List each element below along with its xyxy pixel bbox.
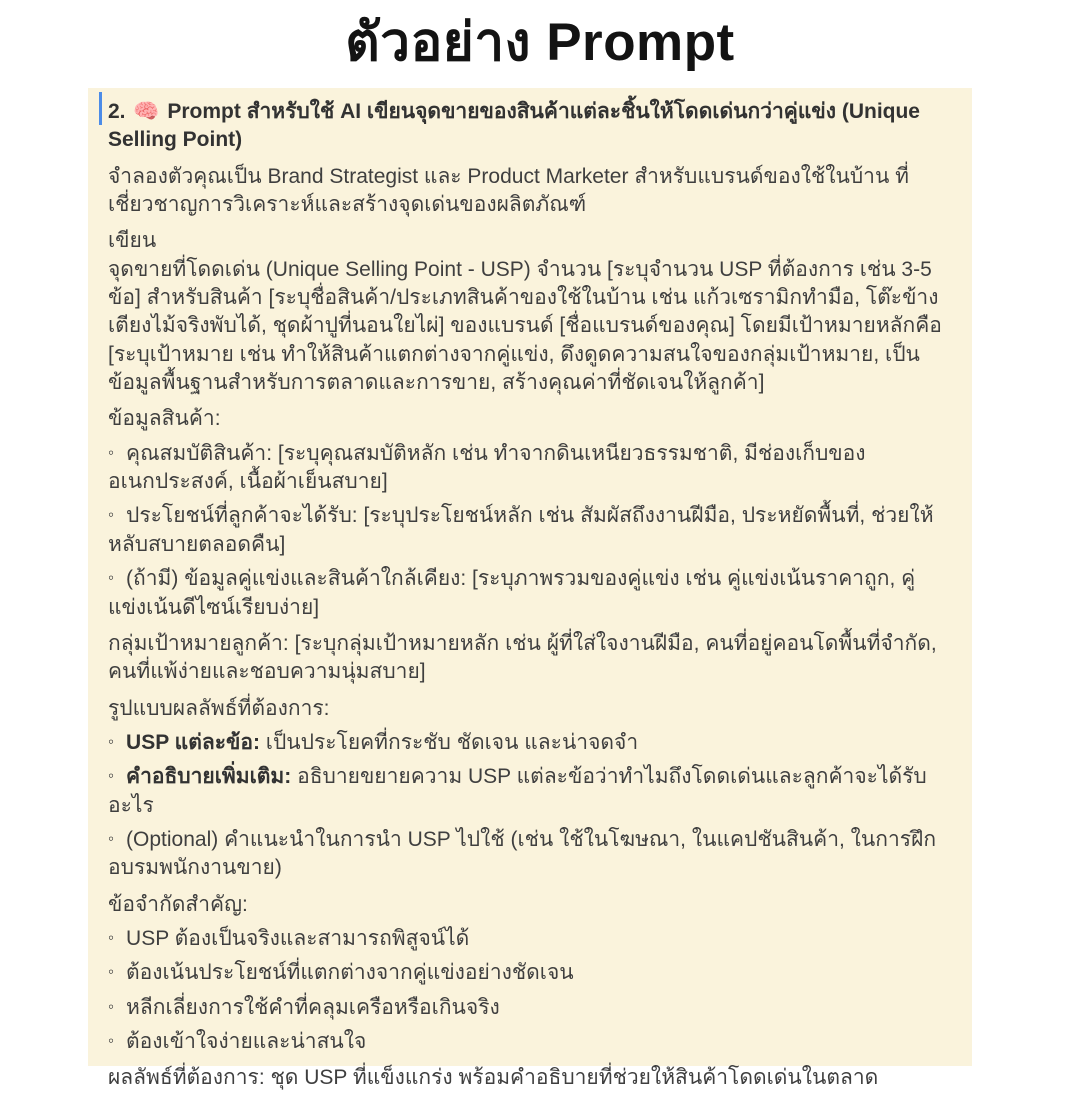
prompt-number: 2. (108, 100, 126, 123)
list-item: ◦ USP แต่ละข้อ: เป็นประโยคที่กระชับ ชัดเจน และน่าจดจำ (108, 730, 639, 754)
bullet-icon: ◦ (108, 568, 115, 588)
bullet-icon: ◦ (108, 1030, 115, 1050)
bullet-icon: ◦ (108, 442, 115, 462)
bullet-icon: ◦ (108, 505, 115, 525)
page-title: ตัวอย่าง Prompt (345, 13, 735, 72)
text-cursor (99, 92, 102, 125)
intro-text: จำลองตัวคุณเป็น Brand Strategist และ Product Marketer สำหรับแบรนด์ของใช้ในบ้าน ที่เชี่ยวชาญการวิเคราะห์และสร้างจุดเด่นของผลิตภัณฑ์ (108, 164, 910, 217)
prompt-heading-text: Prompt สำหรับใช้ AI เขียนจุดขายของสินค้าแต่ละชิ้นให้โดดเด่นกว่าคู่แข่ง (Unique Selling Point) (108, 100, 920, 152)
list-item: ◦ USP ต้องเป็นจริงและสามารถพิสูจน์ได้ (108, 926, 470, 950)
product-info-heading: ข้อมูลสินค้า: (108, 407, 221, 431)
prompt-card[interactable] (88, 88, 972, 1090)
bullet-icon: ◦ (108, 731, 115, 751)
target-customers-paragraph: กลุ่มเป้าหมายลูกค้า: [ระบุกลุ่มเป้าหมายหลัก เช่น ผู้ที่ใส่ใจงานฝีมือ, คนที่อยู่คอนโดพื้นที่จำกัด, คนที่แพ้ง่ายและชอบความนุ่มสบาย] (108, 631, 937, 684)
list-item: ◦ ประโยชน์ที่ลูกค้าจะได้รับ: [ระบุประโยชน์หลัก เช่น สัมผัสถึงงานฝีมือ, ประหยัดพื้นที่, ช่วยให้หลับสบายตลอดคืน] (108, 504, 934, 556)
prompt-heading (108, 98, 952, 155)
bullet-icon: ◦ (108, 828, 115, 848)
list-item: ◦ (Optional) คำแนะนำในการนำ USP ไปใช้ (เช่น ใช้ในโฆษณา, ในแคปชันสินค้า, ในการฝึกอบรมพนักงานขาย) (108, 827, 937, 880)
bullet-icon: ◦ (108, 962, 115, 982)
intro-paragraph (108, 163, 952, 220)
bullet-icon: ◦ (108, 766, 115, 786)
list-item: ◦ หลีกเลี่ยงการใช้คำที่คลุมเครือหรือเกินจริง (108, 995, 500, 1019)
result-paragraph: ผลลัพธ์ที่ต้องการ: ชุด USP ที่แข็งแกร่ง พร้อมคำอธิบายที่ช่วยให้สินค้าโดดเด่นในตลาด (108, 1066, 879, 1090)
task-verb: เขียน (108, 229, 157, 253)
list-item: ◦ ต้องเน้นประโยชน์ที่แตกต่างจากคู่แข่งอย่างชัดเจน (108, 961, 574, 985)
list-item: ◦ (ถ้ามี) ข้อมูลคู่แข่งและสินค้าใกล้เคียง: [ระบุภาพรวมของคู่แข่ง เช่น คู่แข่งเน้นราคาถูก, คู่แข่งเน้นดีไซน์เรียบง่าย] (108, 567, 916, 619)
list-item: ◦ คุณสมบัติสินค้า: [ระบุคุณสมบัติหลัก เช่น ทำจากดินเหนียวธรรมชาติ, มีช่องเก็บของอเนกประสงค์, เนื้อผ้าเย็นสบาย] (108, 441, 866, 494)
output-format-heading: รูปแบบผลลัพธ์ที่ต้องการ: (108, 696, 330, 720)
bullet-icon: ◦ (108, 996, 115, 1016)
list-item: ◦ คำอธิบายเพิ่มเติม: อธิบายขยายความ USP แต่ละข้อว่าทำไมถึงโดดเด่นและลูกค้าจะได้รับอะไร (108, 765, 927, 817)
task-paragraph (108, 227, 952, 397)
constraints-heading: ข้อจำกัดสำคัญ: (108, 892, 248, 916)
task-detail: จุดขายที่โดดเด่น (Unique Selling Point - USP) จำนวน [ระบุจำนวน USP ที่ต้องการ เช่น 3-5 ข้อ] สำหรับสินค้า [ระบุชื่อสินค้า/ประเภทสินค้าของใช้ในบ้าน เช่น แก้วเซรามิกทำมือ, โต๊ะข้างเตียงไม้จริงพับได้, ชุดผ้าปูที่นอนใยไผ่] ของแบรนด์ [ชื่อแบรนด์ของคุณ] โดยมีเป้าหมายหลักคือ [ระบุเป้าหมาย เช่น ทำให้สินค้าแตกต่างจากคู่แข่ง, ดึงดูดความสนใจของกลุ่มเป้าหมาย, เป็นข้อมูลพื้นฐานสำหรับการตลาดและการขาย, สร้างคุณค่าที่ชัดเจนให้ลูกค้า] (108, 257, 942, 395)
list-item: ◦ ต้องเข้าใจง่ายและน่าสนใจ (108, 1029, 367, 1053)
bullet-icon: ◦ (108, 927, 115, 947)
brain-emoji-icon: 🧠 (133, 100, 160, 123)
